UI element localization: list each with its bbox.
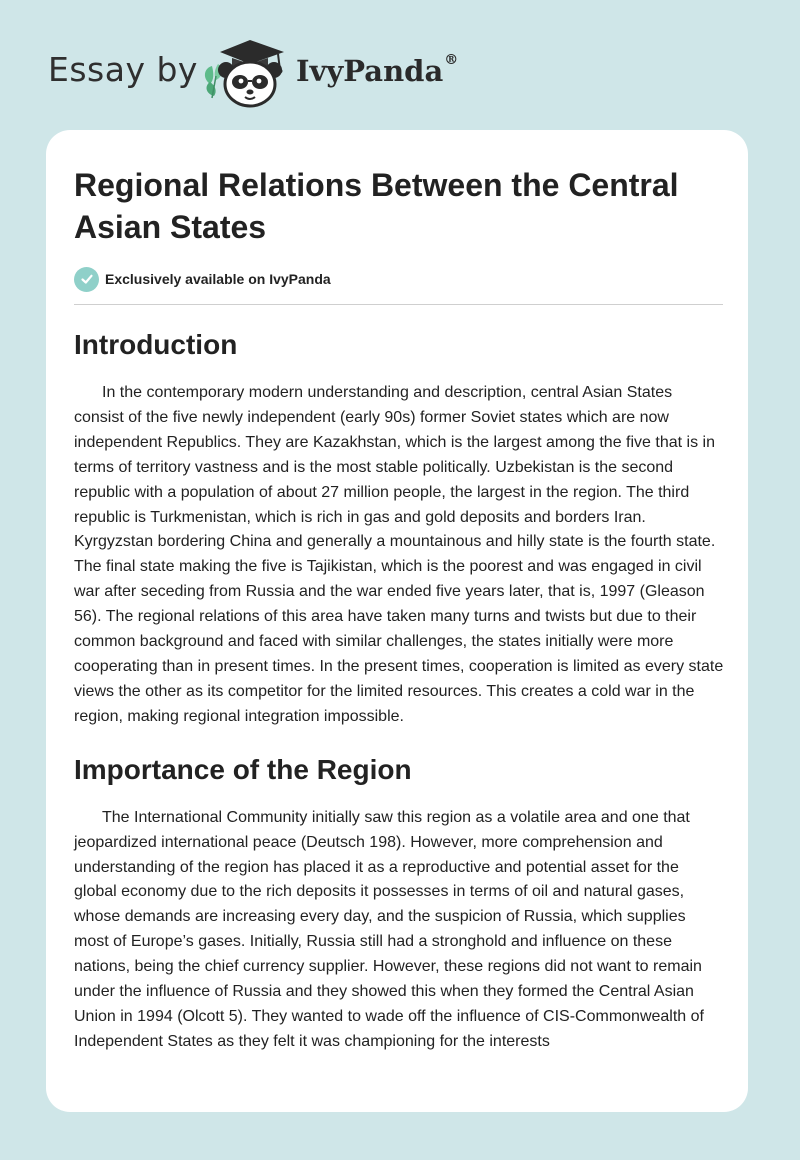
section-text-importance: The International Community initially saw this region as a volatile area and one that jeopardized international peace (Deutsch 198). However, more comprehension and understanding of the region has placed it as a reproductive and potential asset for the global economy due to the rich deposits it possesses in terms of oil and natural gases, whose demands are increasing every day, and the suspicion of Russia, which supplies most of Europe’s gases. Initially, Russia still had a stronghold and influence on these nations, being the chief currency supplier. However, these regions did not want to remain under the influence of Russia and they showed this when they formed the Central Asian Union in 1994 (Olcott 5). They wanted to wade off the influence of CIS-Commonwealth of Independent States as they felt it was championing for the interests (74, 808, 704, 1050)
title-divider (74, 304, 723, 305)
section-heading-introduction: Introduction (74, 329, 238, 360)
essay-card (46, 130, 748, 1112)
section-text-introduction: In the contemporary modern understanding and description, central Asian States consist of the five newly independent (early 90s) former Soviet states which are now independent Republics. They are Kazakhstan, which is the largest among the five that is in terms of territory vastness and is the most stable politically. Uzbekistan is the second republic with a population of about 27 million people, the largest in the region. The third republic is Turkmenistan, which is rich in gas and gold deposits and borders Iran. Kyrgyzstan bordering China and generally a mountainous and hilly state is the fourth state. The final state making the five is Tajikistan, which is the poorest and was engaged in civil war after seceding from Russia and the war ended five years later, that is, 1997 (Gleason 56). The regional relations of this area have taken many turns and twists but due to their common background and faced with similar challenges, the states initially were more cooperating than in present times. In the present times, cooperation is limited as every state views the other as its competitor for the limited resources. This creates a cold war in the region, making regional integration impossible. (74, 384, 724, 725)
essay-title: Regional Relations Between the Central Asian States (74, 167, 679, 245)
section-heading-importance: Importance of the Region (74, 753, 412, 785)
site-header (0, 0, 800, 130)
brand-name: IvyPanda® (296, 52, 459, 88)
panda-graduate-icon (200, 36, 292, 110)
exclusive-badge-label: Exclusively available on IvyPanda (105, 271, 331, 287)
check-circle-icon (74, 267, 99, 292)
essay-by-label: Essay by (48, 50, 198, 89)
exclusive-badge (74, 266, 720, 292)
trademark-symbol: ® (444, 52, 459, 68)
